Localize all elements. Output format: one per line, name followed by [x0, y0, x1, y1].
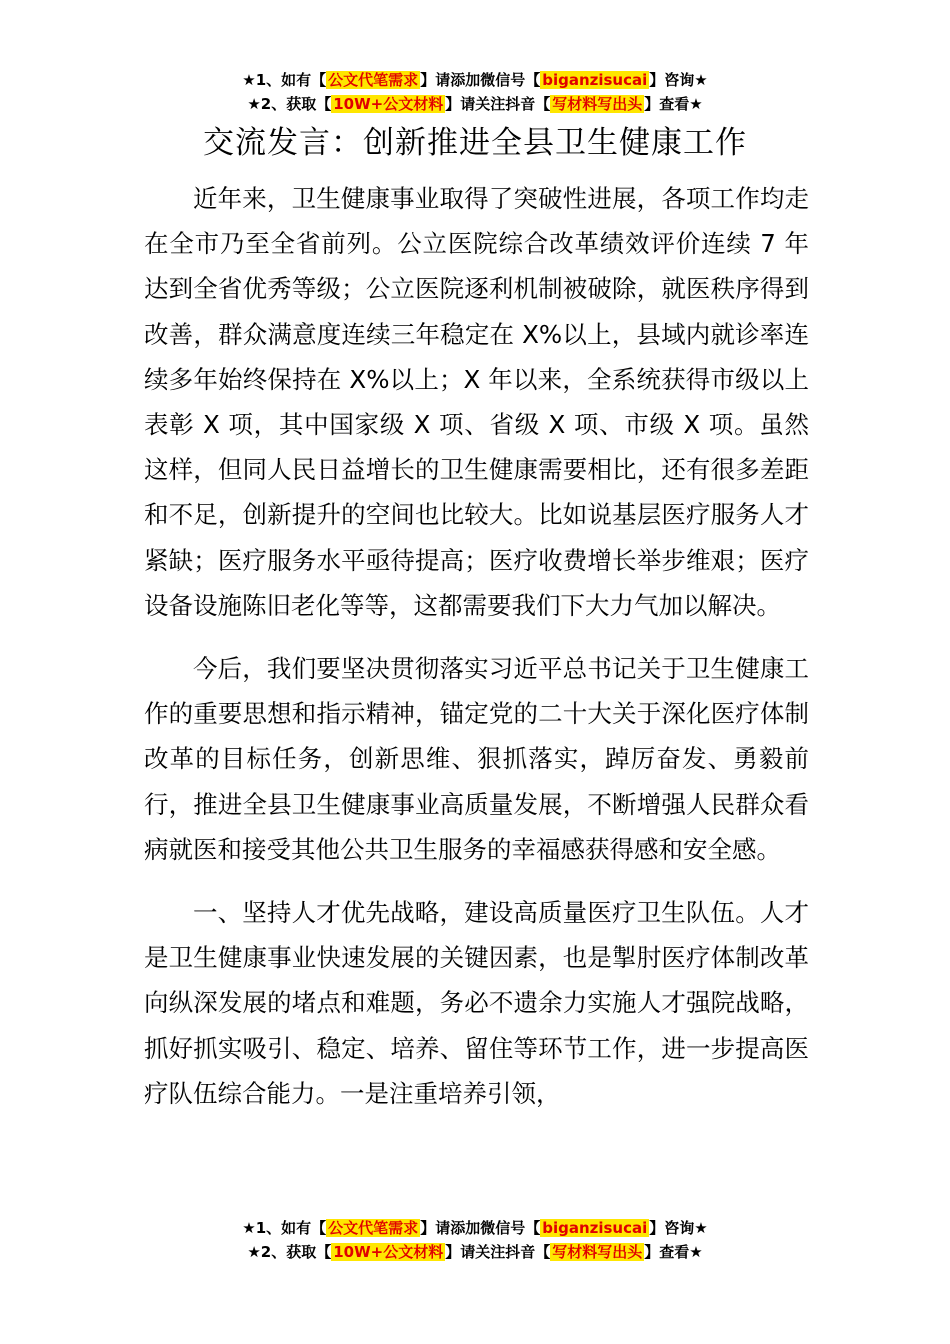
wechat-id: biganzisucai — [542, 1219, 648, 1237]
paragraph: 近年来，卫生健康事业取得了突破性进展，各项工作均走在全市乃至全省前列。公立医院综合改革绩效评价连续 7 年达到全省优秀等级；公立医院逐利机制被破除，就医秩序得到改善，群众满意度连续三年稳定在 X%以上，县域内就诊率连续多年始终保持在 X%以上；X 年以来，全系统获得市级以上表彰 X 项，其中国家级 X 项、省级 X 项、市级 X 项。虽然这样，但同人民日益增长的卫生健康需要相比，还有很多差距和不足，创新提升的空间也比较大。比如说基层医疗服务人才紧缺；医疗服务水平亟待提高；医疗收费增长举步维艰；医疗设备设施陈旧老化等等，这都需要我们下大力气加以解决。 — [144, 184, 809, 620]
banner-text: 】请关注抖音【 — [445, 95, 551, 113]
banner-line-2 — [0, 1240, 950, 1264]
highlight-text: 公文代笔需求 — [328, 71, 419, 89]
banner-text: 】请添加微信号【 — [420, 1219, 541, 1237]
document-body — [144, 176, 809, 1134]
douyin-id: 写材料写出头 — [552, 1243, 643, 1261]
footer-banner — [0, 1216, 950, 1264]
banner-text: ★2、获取【 — [247, 1243, 332, 1261]
banner-line-1 — [0, 1216, 950, 1240]
wechat-id: biganzisucai — [542, 71, 648, 89]
banner-line-2 — [0, 92, 950, 116]
highlight-text: 公文代笔需求 — [328, 1219, 419, 1237]
header-banner — [0, 68, 950, 116]
banner-text: 】请添加微信号【 — [420, 71, 541, 89]
banner-text: 】查看★ — [644, 95, 703, 113]
document-title: 交流发言：创新推进全县卫生健康工作 — [203, 125, 747, 161]
banner-text: ★1、如有【 — [242, 71, 327, 89]
banner-text: ★2、获取【 — [247, 95, 332, 113]
banner-line-1 — [0, 68, 950, 92]
highlight-text: 10W+公文材料 — [333, 1243, 444, 1261]
paragraph: 今后，我们要坚决贯彻落实习近平总书记关于卫生健康工作的重要思想和指示精神，锚定党的二十大关于深化医疗体制改革的目标任务，创新思维、狠抓落实，踔厉奋发、勇毅前行，推进全县卫生健康事业高质量发展，不断增强人民群众看病就医和接受其他公共卫生服务的幸福感获得感和安全感。 — [144, 654, 809, 864]
paragraph: 一、坚持人才优先战略，建设高质量医疗卫生队伍。人才是卫生健康事业快速发展的关键因素，也是掣肘医疗体制改革向纵深发展的堵点和难题，务必不遗余力实施人才强院战略，抓好抓实吸引、稳定、培养、留住等环节工作，进一步提高医疗队伍综合能力。一是注重培养引领， — [144, 898, 809, 1108]
douyin-id: 写材料写出头 — [552, 95, 643, 113]
banner-text: 】咨询★ — [649, 1219, 708, 1237]
banner-text: 】咨询★ — [649, 71, 708, 89]
highlight-text: 10W+公文材料 — [333, 95, 444, 113]
banner-text: 】查看★ — [644, 1243, 703, 1261]
banner-text: ★1、如有【 — [242, 1219, 327, 1237]
banner-text: 】请关注抖音【 — [445, 1243, 551, 1261]
